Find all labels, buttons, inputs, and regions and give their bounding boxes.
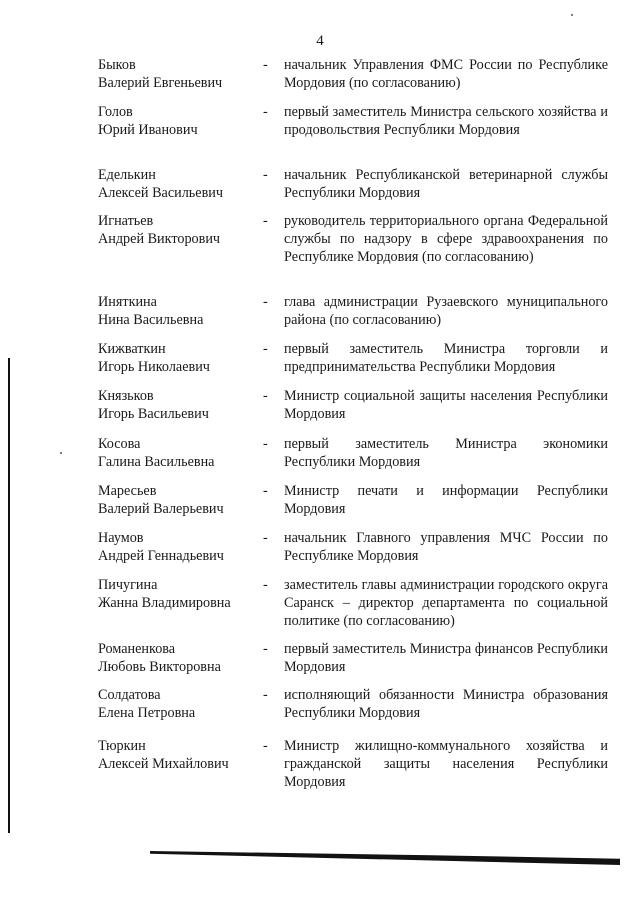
entry-dash: - (263, 167, 268, 183)
member-name (98, 686, 266, 722)
member-given-name: Андрей Викторович (98, 231, 221, 247)
page-number: 4 (316, 33, 324, 49)
member-position: Министр социальной защиты населения Республики Мордовия (284, 388, 608, 422)
member-given-name: Елена Петровна (98, 705, 196, 721)
member-position: первый заместитель Министра сельского хозяйства и продовольствия Республики Мордовия (284, 104, 608, 138)
member-name (98, 293, 266, 329)
entry-dash: - (263, 436, 268, 452)
member-name (98, 435, 266, 471)
entry-dash: - (263, 341, 268, 357)
member-surname: Романенкова (98, 641, 176, 657)
member-given-name: Игорь Николаевич (98, 359, 210, 375)
entry-dash: - (263, 687, 268, 703)
member-position: Министр жилищно-коммунального хозяйства и гражданской защиты населения Республики Мордовия (284, 738, 608, 790)
member-given-name: Андрей Геннадьевич (98, 548, 224, 564)
member-surname: Голов (98, 104, 133, 120)
entry-dash: - (263, 388, 268, 404)
member-position: начальник Главного управления МЧС России по Республике Мордовия (284, 530, 608, 564)
entry-dash: - (263, 641, 268, 657)
member-name (98, 340, 266, 376)
entry-dash: - (263, 530, 268, 546)
member-surname: Косова (98, 436, 141, 452)
member-position: первый заместитель Министра финансов Республики Мордовия (284, 641, 608, 675)
member-name (98, 212, 266, 248)
entry-dash: - (263, 294, 268, 310)
member-name (98, 529, 266, 565)
entry-dash: - (263, 738, 268, 754)
member-name (98, 576, 266, 612)
member-surname: Маресьев (98, 483, 157, 499)
member-surname: Быков (98, 57, 136, 73)
member-surname: Солдатова (98, 687, 161, 703)
member-position: первый заместитель Министра экономики Республики Мордовия (284, 436, 608, 470)
scan-speck (571, 14, 573, 16)
scan-bottom-streak (150, 851, 620, 865)
member-given-name: Алексей Васильевич (98, 185, 223, 201)
member-name (98, 166, 266, 202)
member-position: начальник Управления ФМС России по Республике Мордовия (по согласованию) (284, 57, 608, 91)
member-position: заместитель главы администрации городского округа Саранск – директор департамента по социальной политике (по согласованию) (284, 577, 608, 629)
member-given-name: Валерий Евгеньевич (98, 75, 223, 91)
member-given-name: Юрий Иванович (98, 122, 198, 138)
entry-dash: - (263, 104, 268, 120)
entry-dash: - (263, 577, 268, 593)
member-surname: Наумов (98, 530, 144, 546)
member-position: руководитель территориального органа Федеральной службы по надзору в сфере здравоохранения по Республике Мордовия (по согласованию) (284, 213, 608, 265)
entry-dash: - (263, 57, 268, 73)
member-given-name: Нина Васильевна (98, 312, 204, 328)
member-position: Министр печати и информации Республики Мордовия (284, 483, 608, 517)
scan-edge-line (8, 358, 10, 833)
entry-dash: - (263, 483, 268, 499)
member-given-name: Галина Васильевна (98, 454, 215, 470)
scan-speck (60, 452, 62, 454)
member-name (98, 482, 266, 518)
member-name (98, 56, 266, 92)
member-name (98, 640, 266, 676)
member-surname: Князьков (98, 388, 154, 404)
member-given-name: Игорь Васильевич (98, 406, 209, 422)
member-name (98, 737, 266, 773)
member-position: первый заместитель Министра торговли и предпринимательства Республики Мордовия (284, 341, 608, 375)
member-name (98, 103, 266, 139)
member-position: глава администрации Рузаевского муниципального района (по согласованию) (284, 294, 608, 328)
member-surname: Кижваткин (98, 341, 166, 357)
member-surname: Игнатьев (98, 213, 154, 229)
member-given-name: Жанна Владимировна (98, 595, 231, 611)
member-name (98, 387, 266, 423)
member-surname: Еделькин (98, 167, 156, 183)
member-surname: Пичугина (98, 577, 158, 593)
member-given-name: Алексей Михайлович (98, 756, 229, 772)
entry-dash: - (263, 213, 268, 229)
member-position: начальник Республиканской ветеринарной службы Республики Мордовия (284, 167, 608, 201)
member-position: исполняющий обязанности Министра образования Республики Мордовия (284, 687, 608, 721)
member-given-name: Валерий Валерьевич (98, 501, 224, 517)
member-surname: Тюркин (98, 738, 146, 754)
member-given-name: Любовь Викторовна (98, 659, 221, 675)
member-surname: Иняткина (98, 294, 157, 310)
